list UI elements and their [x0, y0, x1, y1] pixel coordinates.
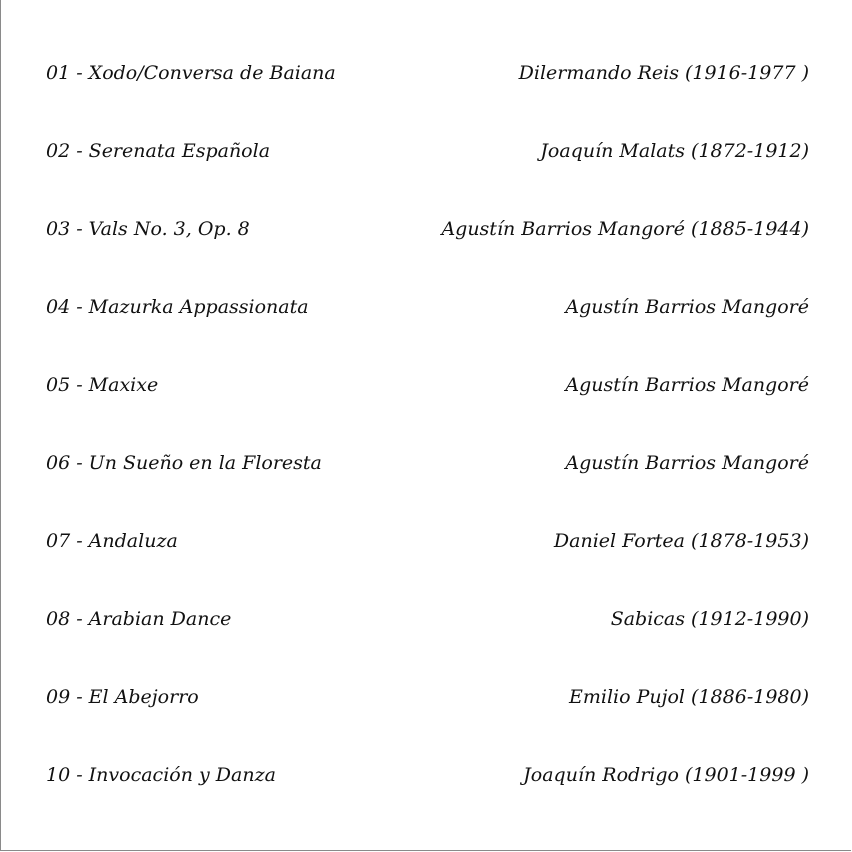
track-row-05	[46, 368, 809, 446]
tracklist	[46, 56, 809, 836]
track-row-07	[46, 524, 809, 602]
track-row-09	[46, 680, 809, 758]
track-row-06	[46, 446, 809, 524]
track-title: 02 - Serenata Española	[46, 140, 271, 162]
track-composer: Daniel Fortea (1878-1953)	[553, 530, 809, 552]
track-composer: Agustín Barrios Mangoré	[565, 296, 809, 318]
track-row-08	[46, 602, 809, 680]
track-row-01	[46, 56, 809, 134]
track-title: 06 - Un Sueño en la Floresta	[46, 452, 322, 474]
track-composer: Agustín Barrios Mangoré	[565, 452, 809, 474]
track-title: 05 - Maxixe	[46, 374, 159, 396]
track-row-03	[46, 212, 809, 290]
track-composer: Dilermando Reis (1916-1977 )	[518, 62, 809, 84]
track-title: 08 - Arabian Dance	[46, 608, 232, 630]
track-row-02	[46, 134, 809, 212]
track-row-10	[46, 758, 809, 836]
track-title: 07 - Andaluza	[46, 530, 178, 552]
track-composer: Joaquín Malats (1872-1912)	[540, 140, 809, 162]
track-row-04	[46, 290, 809, 368]
track-composer: Joaquín Rodrigo (1901-1999 )	[523, 764, 809, 786]
track-title: 09 - El Abejorro	[46, 686, 199, 708]
track-composer: Agustín Barrios Mangoré	[565, 374, 809, 396]
track-title: 03 - Vals No. 3, Op. 8	[46, 218, 250, 240]
track-composer: Emilio Pujol (1886-1980)	[568, 686, 809, 708]
track-composer: Sabicas (1912-1990)	[610, 608, 809, 630]
track-title: 10 - Invocación y Danza	[46, 764, 276, 786]
track-composer: Agustín Barrios Mangoré (1885-1944)	[441, 218, 809, 240]
track-title: 04 - Mazurka Appassionata	[46, 296, 309, 318]
track-title: 01 - Xodo/Conversa de Baiana	[46, 62, 336, 84]
